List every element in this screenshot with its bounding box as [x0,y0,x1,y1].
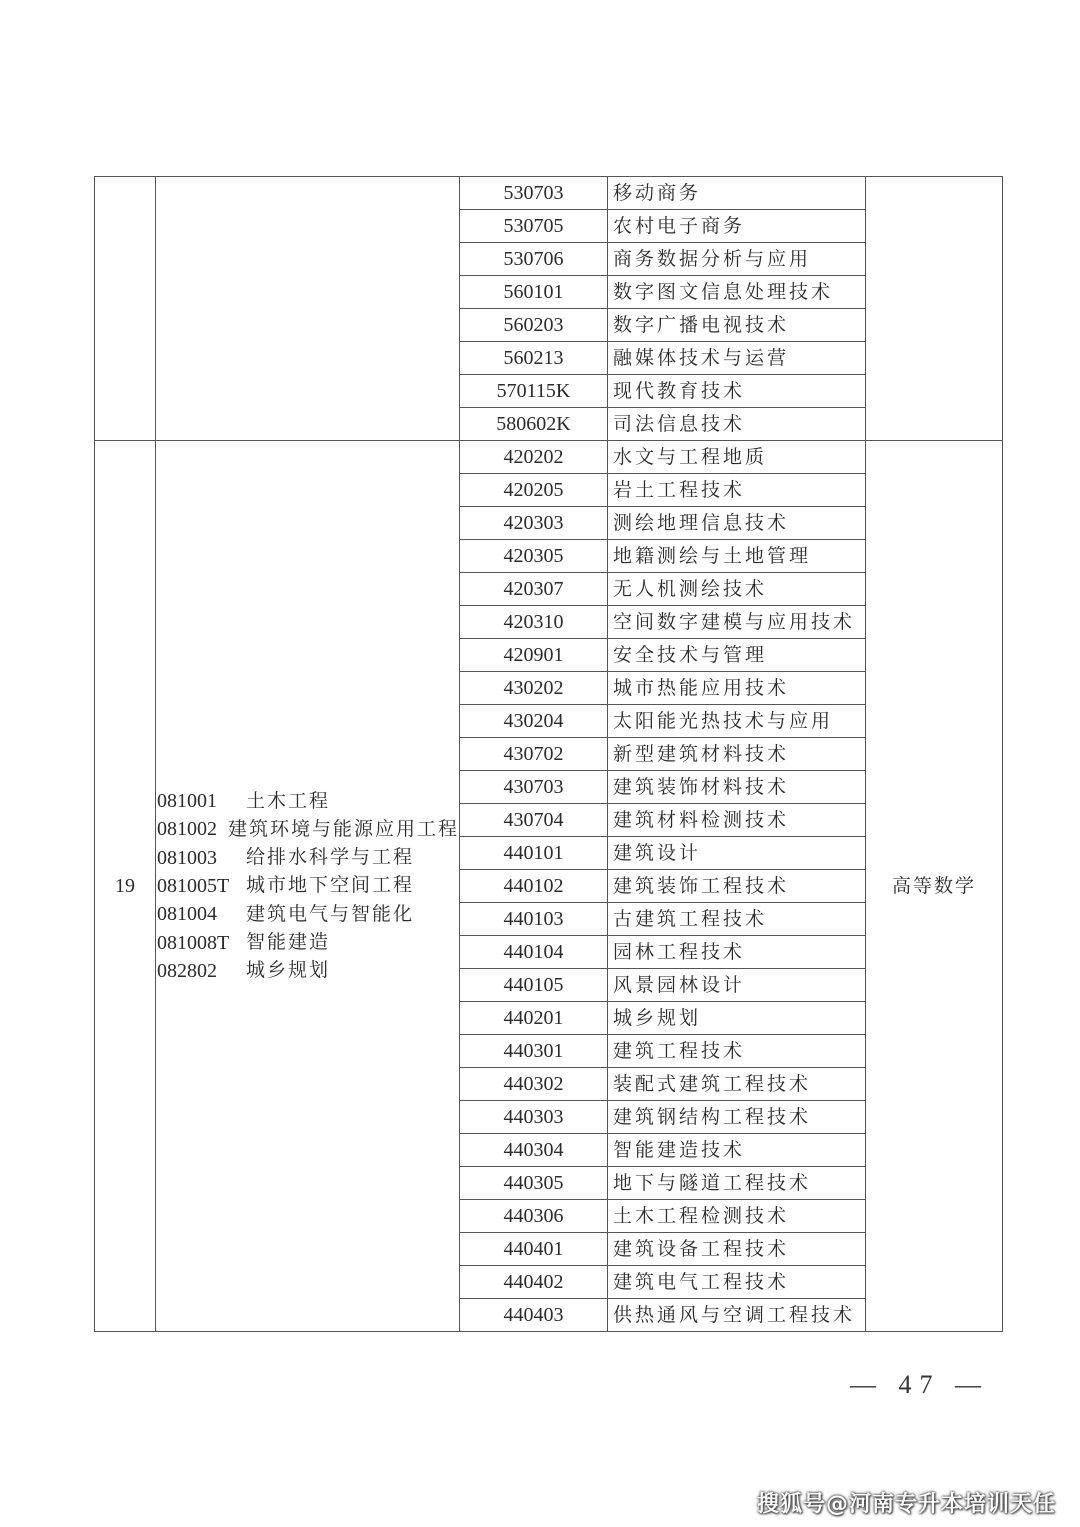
vocational-name: 建筑装饰材料技术 [608,771,866,804]
watermark: 搜狐号@河南专升本培训天任 [756,1492,1056,1517]
undergrad-major-item [157,957,459,985]
vocational-name: 建筑设备工程技术 [608,1233,866,1266]
vocational-name: 装配式建筑工程技术 [608,1068,866,1101]
vocational-code: 440403 [460,1299,608,1332]
vocational-code: 440104 [460,936,608,969]
vocational-name: 测绘地理信息技术 [608,507,866,540]
vocational-code: 440304 [460,1134,608,1167]
undergrad-major-item [157,900,459,928]
vocational-name: 智能建造技术 [608,1134,866,1167]
group-index-cell-prev [95,177,156,441]
vocational-code: 440306 [460,1200,608,1233]
undergrad-major-name: 城乡规划 [246,959,331,982]
vocational-name: 城乡规划 [608,1002,866,1035]
vocational-name: 水文与工程地质 [608,441,866,474]
vocational-code: 440401 [460,1233,608,1266]
undergrad-major-item [157,928,459,956]
group-index: 19 [95,441,156,1332]
vocational-code: 420303 [460,507,608,540]
vocational-name: 数字广播电视技术 [608,309,866,342]
vocational-name: 古建筑工程技术 [608,903,866,936]
vocational-name: 太阳能光热技术与应用 [608,705,866,738]
vocational-code: 440301 [460,1035,608,1068]
vocational-name: 司法信息技术 [608,408,866,441]
majors-table [94,176,1003,1332]
undergrad-major-code: 081008T [157,931,230,954]
undergrad-major-name: 建筑电气与智能化 [246,902,415,925]
undergrad-major-item [157,815,459,843]
vocational-name: 地下与隧道工程技术 [608,1167,866,1200]
vocational-code: 430202 [460,672,608,705]
vocational-code: 420901 [460,639,608,672]
vocational-name: 风景园林设计 [608,969,866,1002]
vocational-code: 430702 [460,738,608,771]
table-row [95,441,1003,474]
undergrad-major-item [157,787,459,815]
undergrad-major-code: 081005T [157,874,230,897]
undergrad-major-code: 082802 [157,959,217,982]
vocational-code: 440101 [460,837,608,870]
vocational-name: 移动商务 [608,177,866,210]
vocational-name: 新型建筑材料技术 [608,738,866,771]
undergrad-major-code: 081004 [157,903,217,926]
vocational-code: 580602K [460,408,608,441]
vocational-code: 420310 [460,606,608,639]
vocational-name: 建筑工程技术 [608,1035,866,1068]
vocational-code: 430704 [460,804,608,837]
undergrad-major-code: 081003 [157,846,217,869]
undergrad-majors-cell-prev [156,177,460,441]
undergrad-major-name: 智能建造 [246,931,331,954]
exam-subject-cell-prev [866,177,1003,441]
vocational-code: 440105 [460,969,608,1002]
vocational-code: 560101 [460,276,608,309]
vocational-name: 融媒体技术与运营 [608,342,866,375]
vocational-code: 440102 [460,870,608,903]
vocational-name: 建筑钢结构工程技术 [608,1101,866,1134]
vocational-name: 数字图文信息处理技术 [608,276,866,309]
undergrad-major-name: 建筑环境与能源应用工程 [227,817,459,840]
vocational-code: 530703 [460,177,608,210]
page-number: — 47 — [850,1370,989,1399]
undergrad-major-code: 081002 [157,818,217,841]
undergrad-majors-list [156,787,459,985]
vocational-name: 地籍测绘与土地管理 [608,540,866,573]
undergrad-major-name: 城市地下空间工程 [246,874,415,897]
vocational-name: 无人机测绘技术 [608,573,866,606]
vocational-name: 园林工程技术 [608,936,866,969]
vocational-code: 440305 [460,1167,608,1200]
vocational-name: 城市热能应用技术 [608,672,866,705]
vocational-code: 420307 [460,573,608,606]
undergrad-major-name: 土木工程 [246,789,331,812]
vocational-code: 560203 [460,309,608,342]
vocational-name: 建筑装饰工程技术 [608,870,866,903]
undergrad-majors-cell [156,441,460,1332]
vocational-name: 空间数字建模与应用技术 [608,606,866,639]
undergrad-major-code: 081001 [157,790,217,813]
exam-subject: 高等数学 [866,441,1003,1332]
undergrad-major-item [157,844,459,872]
vocational-name: 岩土工程技术 [608,474,866,507]
table-row [95,177,1003,210]
undergrad-major-name: 给排水科学与工程 [246,846,415,869]
vocational-code: 570115K [460,375,608,408]
vocational-code: 440402 [460,1266,608,1299]
vocational-name: 建筑材料检测技术 [608,804,866,837]
vocational-code: 420205 [460,474,608,507]
vocational-code: 420202 [460,441,608,474]
vocational-name: 现代教育技术 [608,375,866,408]
vocational-code: 420305 [460,540,608,573]
vocational-name: 商务数据分析与应用 [608,243,866,276]
vocational-name: 农村电子商务 [608,210,866,243]
vocational-name: 安全技术与管理 [608,639,866,672]
vocational-code: 440103 [460,903,608,936]
vocational-name: 土木工程检测技术 [608,1200,866,1233]
vocational-code: 440201 [460,1002,608,1035]
vocational-code: 530705 [460,210,608,243]
vocational-code: 530706 [460,243,608,276]
vocational-code: 440303 [460,1101,608,1134]
vocational-name: 供热通风与空调工程技术 [608,1299,866,1332]
vocational-name: 建筑电气工程技术 [608,1266,866,1299]
vocational-code: 440302 [460,1068,608,1101]
vocational-code: 430703 [460,771,608,804]
vocational-name: 建筑设计 [608,837,866,870]
majors-table-body [95,177,1003,1332]
vocational-code: 560213 [460,342,608,375]
undergrad-major-item [157,872,459,900]
vocational-code: 430204 [460,705,608,738]
